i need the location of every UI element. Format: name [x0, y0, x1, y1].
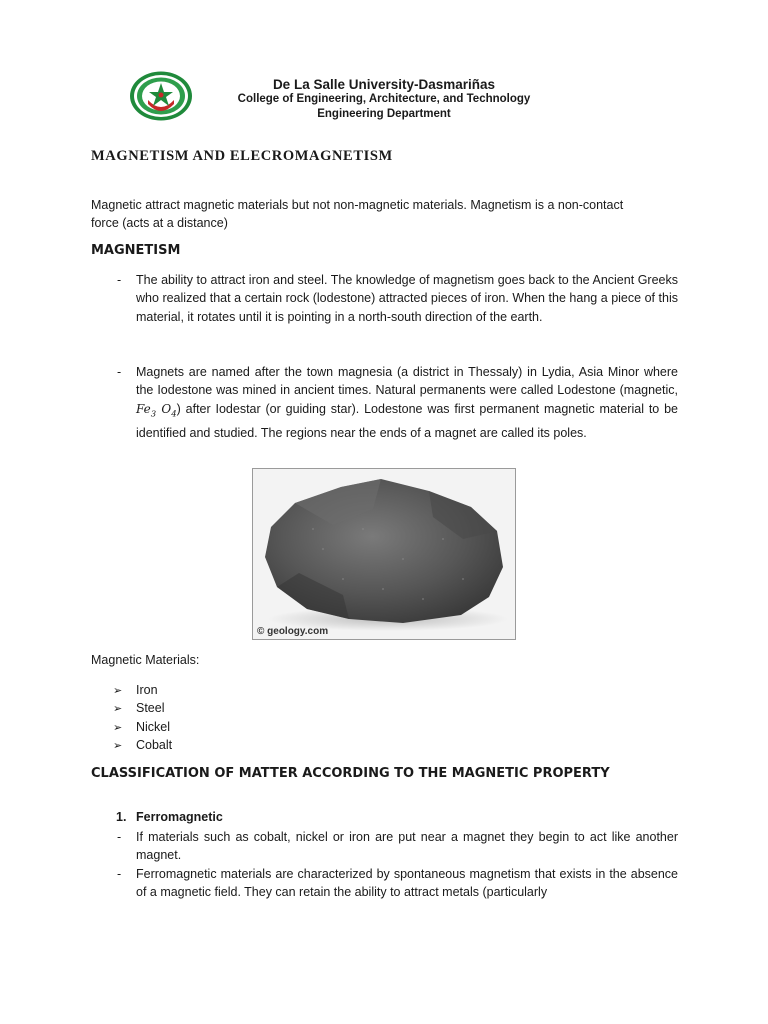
arrow-bullet-icon: ➢ — [113, 685, 123, 697]
magnetism-bullet-2 — [136, 363, 678, 442]
section-heading-magnetism: MAGNETISM — [91, 243, 181, 258]
formula-fe3o4: $Fe_3$ $O_4$ — [136, 401, 177, 420]
item-number: 1. — [116, 810, 127, 824]
lodestone-photo — [252, 468, 516, 640]
bullet-2-text-after: ) after Iodestar (or guiding star). Lodestone was first permanent magnetic material to be identified and studied. The regions near the ends of a magnet are called its poles. — [136, 401, 678, 440]
arrow-bullet-icon: ➢ — [113, 703, 123, 716]
ferromagnetic-bullet-1: If materials such as cobalt, nickel or iron are put near a magnet they begin to act like another magnet. — [136, 830, 678, 863]
bullet-dash: - — [117, 273, 122, 287]
arrow-bullet-icon: ➢ — [113, 721, 123, 734]
ferromagnetic-bullet-2: Ferromagnetic materials are characterized by spontaneous magnetism that exists in the absence of a magnetic field. They can retain the ability to attract metals (particularly — [136, 867, 678, 900]
section-heading-classification: CLASSIFICATION OF MATTER ACCORDING TO THE MAGNETIC PROPERTY — [91, 766, 610, 781]
image-credit: © geology.com — [257, 626, 329, 637]
document-title: MAGNETISM AND ELECROMAGNETISM — [91, 148, 393, 164]
arrow-bullet-icon: ➢ — [113, 740, 123, 753]
list-item: ➢ Nickel — [113, 718, 172, 736]
magnetic-materials-label: Magnetic Materials: — [91, 653, 200, 667]
bullet-dash: - — [117, 830, 122, 844]
list-item: ➢ Iron — [113, 681, 172, 699]
bullet-dash: - — [117, 365, 122, 379]
bullet-2-text-before: Magnets are named after the town magnesia (a district in Thessaly) in Lydia, Asia Minor where the Iodestone was mined in ancient times. Natural permanents were called Lodestone (magnetic, — [136, 365, 678, 398]
department-name: Engineering Department — [317, 108, 451, 120]
bullet-dash: - — [117, 867, 122, 881]
intro-paragraph: Magnetic attract magnetic materials but not non-magnetic materials. Magnetism is a non-contact force (acts at a distance) — [91, 198, 624, 231]
lodestone-rock-image — [253, 469, 515, 639]
item-label-ferromagnetic: Ferromagnetic — [136, 810, 223, 824]
list-item: ➢ Steel — [113, 699, 172, 717]
magnetism-bullet-1: The ability to attract iron and steel. The knowledge of magnetism goes back to the Ancient Greeks who realized that a certain rock (lodestone) attracted pieces of iron. When the hang a piece of this material, it rotates until it is pointing in a north-south direction of the earth. — [136, 273, 678, 324]
college-name: College of Engineering, Architecture, and Technology — [237, 93, 531, 105]
magnetic-materials-list — [113, 681, 172, 755]
university-seal-logo — [128, 70, 194, 122]
university-name: De La Salle University-Dasmariñas — [272, 77, 496, 92]
list-item: ➢ Cobalt — [113, 736, 172, 754]
